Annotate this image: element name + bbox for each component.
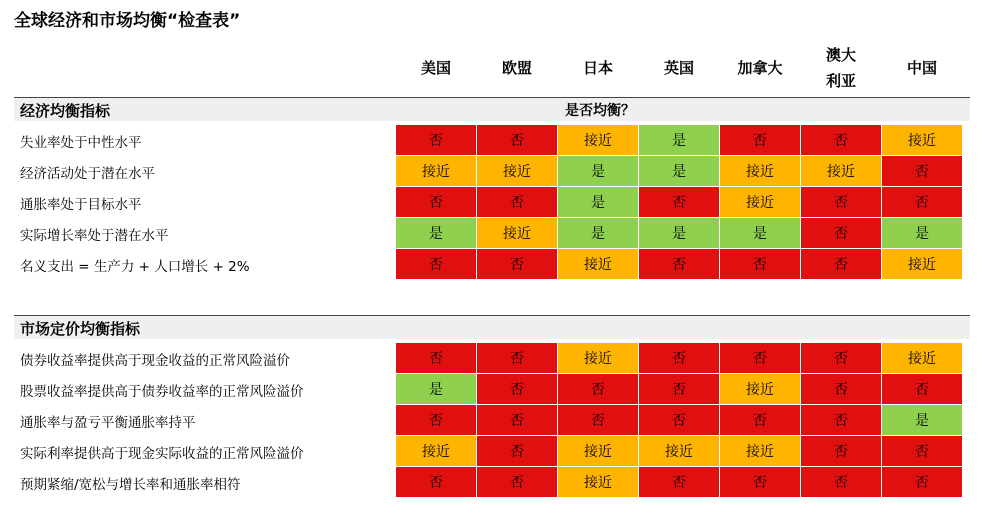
status-cell: 否	[639, 405, 720, 435]
status-cell: 是	[639, 125, 720, 155]
status-cell: 否	[882, 467, 963, 497]
table-row	[14, 374, 970, 405]
status-cell: 接近	[801, 156, 882, 186]
status-cell: 是	[720, 218, 801, 248]
row-label: 债券收益率提供高于现金收益的正常风险溢价	[20, 353, 290, 369]
status-cell: 否	[477, 343, 558, 373]
status-cell: 接近	[639, 436, 720, 466]
column-header: 中国	[906, 59, 937, 77]
status-cell: 是	[558, 187, 639, 217]
status-cell: 否	[396, 125, 477, 155]
status-cell: 否	[882, 374, 963, 404]
status-cell: 否	[720, 467, 801, 497]
section-market-header	[14, 315, 970, 339]
status-cell: 否	[720, 405, 801, 435]
status-cell: 否	[396, 467, 477, 497]
status-cell: 否	[639, 467, 720, 497]
table-row	[14, 187, 970, 218]
status-cell: 接近	[477, 218, 558, 248]
row-label: 实际利率提供高于现金实际收益的正常风险溢价	[20, 446, 304, 462]
status-cell: 是	[558, 218, 639, 248]
status-cell: 否	[477, 249, 558, 279]
table-row	[14, 249, 970, 280]
column-header: 澳大 利亚	[825, 46, 856, 90]
status-cell: 接近	[720, 156, 801, 186]
status-cell: 接近	[720, 187, 801, 217]
status-cell: 否	[396, 343, 477, 373]
status-cell: 接近	[396, 436, 477, 466]
column-header: 日本	[582, 59, 613, 77]
row-label: 实际增长率处于潜在水平	[20, 228, 169, 244]
status-cell: 是	[558, 156, 639, 186]
status-cell: 否	[801, 343, 882, 373]
row-label: 通胀率与盈亏平衡通胀率持平	[20, 415, 196, 431]
status-cell: 接近	[558, 343, 639, 373]
section-market-label: 市场定价均衡指标	[20, 320, 141, 338]
row-label: 股票收益率提供高于债券收益率的正常风险溢价	[20, 384, 304, 400]
status-cell: 接近	[477, 156, 558, 186]
status-cell: 否	[477, 374, 558, 404]
status-cell: 否	[882, 156, 963, 186]
row-label: 通胀率处于目标水平	[20, 197, 142, 213]
status-cell: 否	[639, 343, 720, 373]
status-cell: 否	[477, 436, 558, 466]
status-cell: 否	[801, 187, 882, 217]
status-cell: 否	[396, 249, 477, 279]
status-cell: 接近	[720, 374, 801, 404]
table-row	[14, 405, 970, 436]
status-cell: 接近	[558, 467, 639, 497]
status-cell: 是	[396, 374, 477, 404]
section-economic-label: 经济均衡指标	[20, 102, 111, 120]
table-row	[14, 467, 970, 498]
status-cell: 否	[801, 436, 882, 466]
row-label: 失业率处于中性水平	[20, 135, 142, 151]
status-cell: 接近	[882, 125, 963, 155]
status-cell: 接近	[720, 436, 801, 466]
status-cell: 接近	[558, 125, 639, 155]
status-cell: 否	[720, 125, 801, 155]
status-cell: 接近	[558, 249, 639, 279]
section-economic-header	[14, 97, 970, 121]
status-cell: 否	[720, 249, 801, 279]
column-header: 英国	[663, 59, 694, 77]
status-cell: 是	[639, 156, 720, 186]
row-label: 预期紧缩/宽松与增长率和通胀率相符	[20, 477, 241, 493]
status-cell: 否	[801, 374, 882, 404]
status-cell: 否	[882, 436, 963, 466]
column-header: 加拿大	[737, 59, 783, 77]
status-cell: 否	[801, 405, 882, 435]
status-cell: 否	[477, 405, 558, 435]
table-row	[14, 218, 970, 249]
status-cell: 否	[720, 343, 801, 373]
status-cell: 否	[801, 218, 882, 248]
table-row	[14, 343, 970, 374]
column-header: 欧盟	[501, 59, 532, 77]
status-cell: 否	[639, 374, 720, 404]
status-cell: 否	[882, 187, 963, 217]
status-cell: 否	[639, 187, 720, 217]
row-label: 名义支出 = 生产力 + 人口增长 + 2%	[20, 259, 250, 275]
status-cell: 接近	[558, 436, 639, 466]
page-title: 全球经济和市场均衡“检查表”	[14, 11, 241, 31]
status-cell: 接近	[882, 343, 963, 373]
status-cell: 否	[477, 467, 558, 497]
status-cell: 否	[396, 187, 477, 217]
status-cell: 否	[801, 125, 882, 155]
status-cell: 否	[639, 249, 720, 279]
column-header: 美国	[420, 59, 451, 77]
table-row	[14, 125, 970, 156]
status-cell: 否	[396, 405, 477, 435]
status-cell: 否	[801, 467, 882, 497]
status-cell: 否	[477, 125, 558, 155]
status-cell: 否	[558, 405, 639, 435]
status-cell: 接近	[882, 249, 963, 279]
status-cell: 是	[639, 218, 720, 248]
status-cell: 否	[801, 249, 882, 279]
status-cell: 是	[882, 405, 963, 435]
status-cell: 是	[396, 218, 477, 248]
table-row	[14, 156, 970, 187]
balance-question-label: 是否均衡？	[565, 103, 635, 119]
status-cell: 接近	[396, 156, 477, 186]
table-row	[14, 436, 970, 467]
status-cell: 否	[558, 374, 639, 404]
status-cell: 否	[477, 187, 558, 217]
row-label: 经济活动处于潜在水平	[20, 166, 155, 182]
status-cell: 是	[882, 218, 963, 248]
